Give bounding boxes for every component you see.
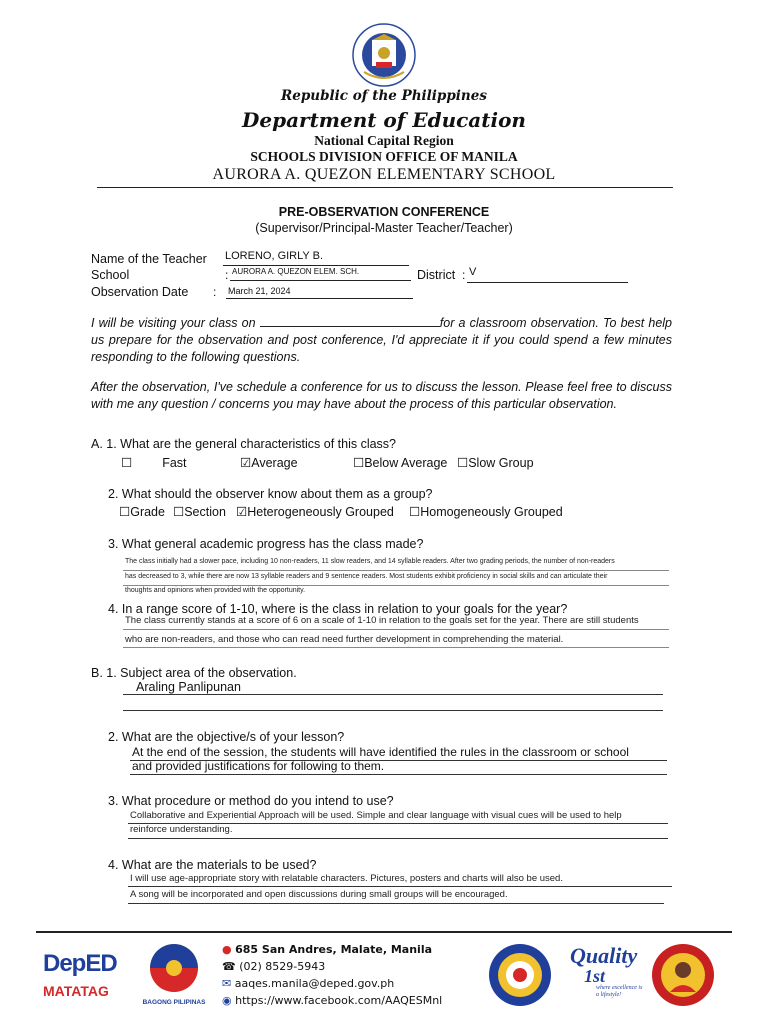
teacher-field[interactable] (223, 250, 409, 266)
checkbox-icon: ☐ (173, 505, 185, 519)
quality-1st-text: 1st (584, 966, 606, 986)
phone-icon: ☎ (222, 960, 236, 973)
b-q4-answer-line-2: A song will be incorporated and open discussions during small groups will be encouraged. (130, 889, 508, 900)
quality-1st-logo (556, 945, 646, 1005)
header-divider (97, 187, 673, 188)
answer-rule (123, 710, 663, 711)
checkbox-icon: ☐ (119, 505, 131, 519)
address-text: 685 San Andres, Malate, Manila (235, 943, 433, 956)
bagong-pilipinas-logo (140, 942, 208, 1006)
date-label: Observation Date (91, 285, 189, 299)
a-q1-opt-fast[interactable] (121, 455, 187, 470)
option-label: Average (251, 456, 298, 470)
a-q2-opt-homogeneous[interactable] (409, 504, 563, 519)
a-q3-answer-line-1: The class initially had a slower pace, including 10 non-readers, 11 slow readers, and 14 syllable readers. After two grading periods, the number of non-readers (125, 558, 615, 565)
district-value: V (469, 266, 477, 278)
checkbox-checked-icon: ☑ (240, 456, 252, 470)
deped-logo (43, 951, 127, 1005)
a-q3-answer-line-2: has decreased to 3, while there are now 13 syllable readers and 9 sentence readers. Most students exhibit proficiency in social skills and can articulate their (125, 573, 608, 580)
a-q1-opt-average[interactable] (240, 455, 298, 470)
quality-wordmark: Quality (570, 943, 638, 968)
a-q3: 3. What general academic progress has the class made? (108, 537, 424, 551)
school-label: School (91, 268, 130, 282)
b-q2-answer-line-2: and provided justifications for following to them. (132, 759, 385, 773)
answer-rule (123, 694, 663, 695)
email-link[interactable]: aaqes.manila@deped.gov.ph (234, 977, 395, 990)
checkbox-icon: ☐ (121, 456, 133, 470)
option-label: Section (184, 505, 226, 519)
answer-rule (130, 774, 667, 775)
b-q4: 4. What are the materials to be used? (108, 858, 317, 872)
a-q1-opt-below-average[interactable] (353, 455, 447, 470)
checkbox-icon: ☐ (353, 456, 365, 470)
division-seal (487, 942, 553, 1008)
region-line: National Capital Region (314, 133, 454, 148)
deped-wordmark: DepED (43, 950, 117, 977)
globe-icon: ◉ (222, 994, 232, 1007)
location-pin-icon: ● (222, 943, 232, 956)
option-label: Homogeneously Grouped (420, 505, 563, 519)
answer-rule (128, 903, 664, 904)
option-label: Grade (130, 505, 165, 519)
answer-rule (123, 629, 669, 630)
district-label: District (417, 268, 456, 282)
contact-block (222, 941, 472, 1009)
district-colon: : (462, 268, 466, 282)
answer-rule (128, 838, 668, 839)
school-colon: : (225, 268, 229, 282)
a-q4-answer-line-1: The class currently stands at a score of 6 on a scale of 1-10 in relation to the goals set for the year. There are still students (125, 615, 639, 626)
a-q1-opt-slow-group[interactable] (457, 455, 534, 470)
facebook-link[interactable]: https://www.facebook.com/AAQESMnl (235, 994, 443, 1007)
a-q3-answer-line-3: thoughts and opinions when provided with the opportunity. (125, 587, 306, 594)
matatag-wordmark: MATATAG (43, 983, 109, 999)
a-q2-opt-section[interactable] (173, 504, 226, 519)
a-q1: A. 1. What are the general characteristics of this class? (91, 437, 396, 451)
option-label: Slow Group (468, 456, 534, 470)
deped-seal (334, 22, 434, 88)
checkbox-checked-icon: ☑ (236, 505, 248, 519)
department-title: Department of Education (242, 108, 526, 132)
answer-rule (128, 886, 672, 887)
a-q2-opt-grade[interactable] (119, 504, 165, 519)
b-q4-answer-line-1: I will use age-appropriate story with relatable characters. Pictures, posters and charts will also be used. (130, 873, 563, 884)
checkbox-icon: ☐ (457, 456, 469, 470)
school-value: AURORA A. QUEZON ELEM. SCH. (232, 267, 360, 276)
option-label: Below Average (364, 456, 448, 470)
b-q1-answer: Araling Panlipunan (136, 680, 241, 694)
phone-row (222, 958, 472, 975)
option-label: Fast (162, 456, 187, 470)
b-q1: B. 1. Subject area of the observation. (91, 666, 297, 680)
b-q3-answer-line-2: reinforce understanding. (130, 824, 233, 835)
bagong-pilipinas-text: BAGONG PILIPINAS (142, 999, 206, 1006)
teacher-value: LORENO, GIRLY B. (225, 250, 324, 262)
answer-rule (123, 647, 669, 648)
intro-paragraph (91, 315, 672, 366)
b-q2: 2. What are the objective/s of your lesson? (108, 730, 345, 744)
republic-line: Republic of the Philippines (281, 88, 487, 104)
email-row (222, 975, 472, 992)
option-label: Heterogeneously Grouped (247, 505, 394, 519)
b-q3-answer-line-1: Collaborative and Experiential Approach will be used. Simple and clear language with visual cues will be used to help (130, 810, 622, 821)
date-field[interactable] (226, 284, 413, 299)
a-q2: 2. What should the observer know about them as a group? (108, 487, 433, 501)
address-row (222, 941, 472, 958)
a-q2-opt-heterogeneous[interactable] (236, 504, 394, 519)
school-line: AURORA A. QUEZON ELEMENTARY SCHOOL (212, 166, 556, 183)
teacher-label: Name of the Teacher (91, 252, 207, 266)
email-icon: ✉ (222, 977, 232, 990)
quality-tagline: where excellence is a lifestyle! (596, 985, 643, 998)
school-seal (650, 942, 716, 1008)
intro-text-b: for a classroom observation. To best help us prepare for the observation and post conference, I'd appreciate it if you could spend a few minutes responding to the following questions. (91, 316, 673, 364)
division-line: SCHOOLS DIVISION OFFICE OF MANILA (250, 149, 518, 164)
district-field[interactable] (467, 266, 628, 283)
phone-text: (02) 8529-5943 (239, 960, 326, 973)
visit-date-blank[interactable] (260, 315, 440, 327)
footer-divider (36, 931, 732, 933)
facebook-row (222, 992, 472, 1009)
a-q4-answer-line-2: who are non-readers, and those who can read need further development in comprehending the material. (125, 634, 564, 645)
intro-text-a: I will be visiting your class on (91, 316, 256, 330)
a-q4: 4. In a range score of 1-10, where is the class in relation to your goals for the year? (108, 602, 568, 616)
date-colon: : (213, 285, 217, 299)
form-subtitle: (Supervisor/Principal-Master Teacher/Teacher) (255, 221, 513, 235)
b-q2-answer-line-1: At the end of the session, the students will have identified the rules in the classroom or school (132, 745, 629, 759)
b-q3: 3. What procedure or method do you intend to use? (108, 794, 394, 808)
checkbox-icon: ☐ (409, 505, 421, 519)
after-observation-paragraph: After the observation, I've schedule a conference for us to discuss the lesson. Please feel free to discuss with me any question / concerns you may have about the process of this particular observation. (91, 380, 672, 411)
school-field[interactable] (230, 266, 411, 281)
date-value: March 21, 2024 (228, 286, 291, 296)
form-title: PRE-OBSERVATION CONFERENCE (278, 205, 490, 219)
